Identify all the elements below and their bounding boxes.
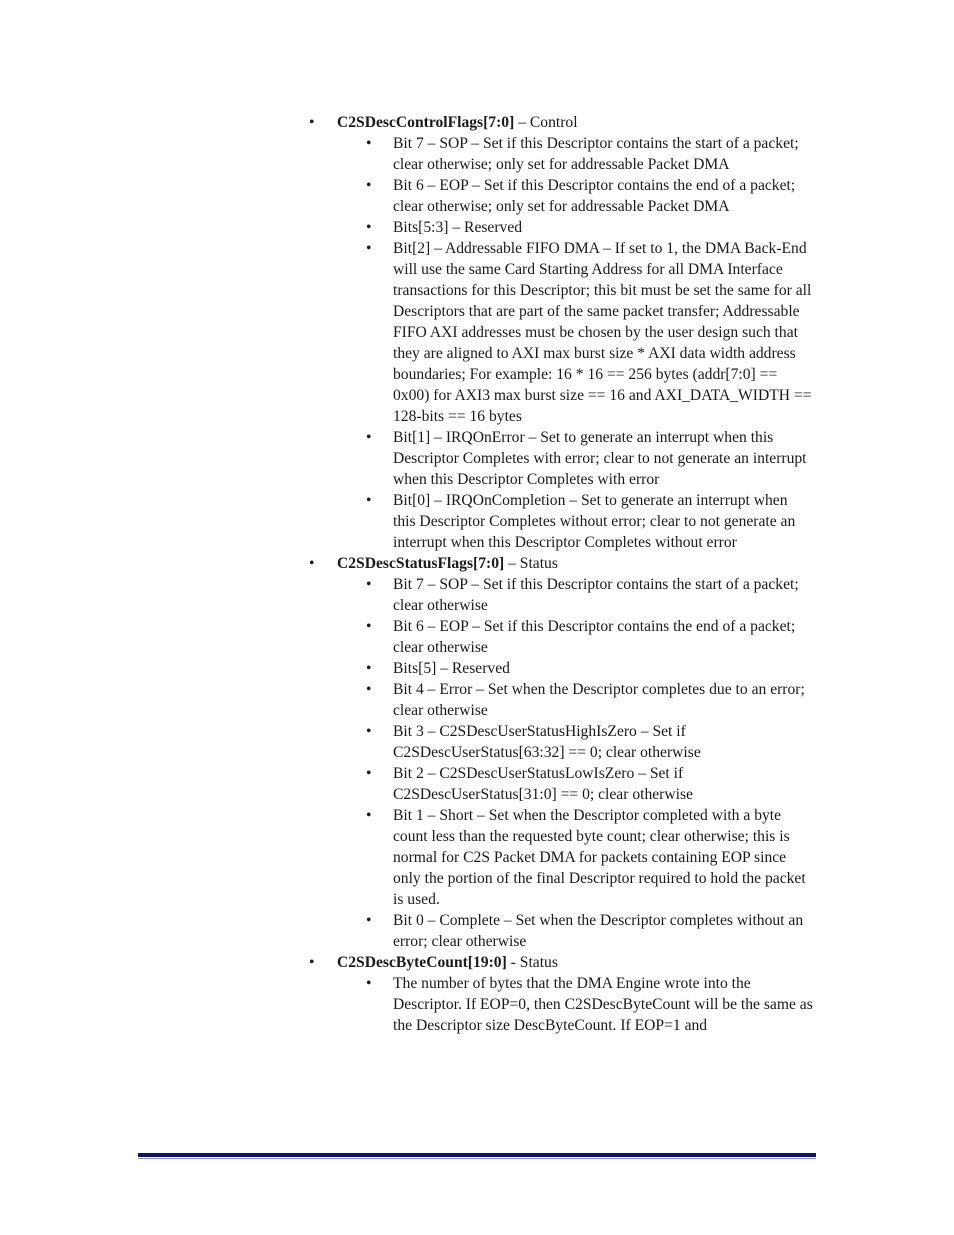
field-name: C2SDescByteCount[19:0] xyxy=(337,954,507,971)
bullet-icon: • xyxy=(366,681,372,698)
field-name: C2SDescStatusFlags[7:0] xyxy=(337,555,505,572)
item-text: Bit 6 – EOP – Set if this Descriptor contains the end of a packet; clear otherwise; only set for addressable Packet DMA xyxy=(393,177,796,215)
item-text: Bit[1] – IRQOnError – Set to generate an interrupt when this Descriptor Completes with error; clear to not generate an interrupt when this Descriptor Completes with error xyxy=(393,429,807,488)
item-text: Bit 7 – SOP – Set if this Descriptor contains the start of a packet; clear otherwise; only set for addressable Packet DMA xyxy=(393,135,799,173)
bullet-icon: • xyxy=(366,912,372,929)
bullet-icon: • xyxy=(366,576,372,593)
item-text: Bits[5:3] – Reserved xyxy=(393,219,523,236)
item-text: Bit 7 – SOP – Set if this Descriptor contains the start of a packet; clear otherwise xyxy=(393,576,799,614)
bullet-icon: • xyxy=(366,723,372,740)
bit-list xyxy=(366,574,813,952)
list-item xyxy=(366,679,813,721)
field-name: C2SDescControlFlags[7:0] xyxy=(337,114,515,131)
footer-rule-shadow xyxy=(138,1158,816,1159)
list-item xyxy=(366,238,813,427)
bullet-icon: • xyxy=(366,429,372,446)
list-item xyxy=(366,763,813,805)
item-text: The number of bytes that the DMA Engine wrote into the Descriptor. If EOP=0, then C2SDescByteCount will be the same as the Descriptor size DescByteCount. If EOP=1 and xyxy=(393,975,813,1034)
footer-rule xyxy=(138,1153,816,1157)
item-text: Bit[0] – IRQOnCompletion – Set to generate an interrupt when this Descriptor Completes without error; clear to not generate an interrupt when this Descriptor Completes without error xyxy=(393,492,796,551)
list-item xyxy=(366,658,813,679)
list-item xyxy=(366,490,813,553)
bullet-icon: • xyxy=(366,975,372,992)
field-item-byte-count xyxy=(0,952,954,1036)
field-heading xyxy=(309,553,954,574)
list-item xyxy=(366,910,813,952)
item-text: Bit 0 – Complete – Set when the Descriptor completes without an error; clear otherwise xyxy=(393,912,804,950)
bit-list xyxy=(366,133,813,553)
bullet-icon: • xyxy=(309,114,315,131)
bullet-icon: • xyxy=(366,240,372,257)
bullet-icon: • xyxy=(366,660,372,677)
field-heading xyxy=(309,112,954,133)
field-list xyxy=(0,112,954,1036)
list-item xyxy=(366,175,813,217)
list-item xyxy=(366,616,813,658)
item-text: Bit 2 – C2SDescUserStatusLowIsZero – Set if C2SDescUserStatus[31:0] == 0; clear otherwise xyxy=(393,765,693,803)
list-item xyxy=(366,721,813,763)
field-item-control-flags xyxy=(0,112,954,553)
field-separator: - xyxy=(506,954,520,971)
field-item-status-flags xyxy=(0,553,954,952)
bullet-icon: • xyxy=(366,219,372,236)
bullet-icon: • xyxy=(366,135,372,152)
bullet-icon: • xyxy=(366,492,372,509)
field-heading xyxy=(309,952,954,973)
item-text: Bit[2] – Addressable FIFO DMA – If set to 1, the DMA Back-End will use the same Card Starting Address for all DMA Interface transactions for this Descriptor; this bit must be set the same for all Descriptors that are part of the same packet transfer; Addressable FIFO AXI addresses must be chosen by the user design such that they are aligned to AXI max burst size * AXI data width address boundaries; For example: 16 * 16 == 256 bytes (addr[7:0] == 0x00) for AXI3 max burst size == 16 and AXI_DATA_WIDTH == 128-bits == 16 bytes xyxy=(393,240,812,425)
field-desc: Status xyxy=(519,954,558,971)
item-text: Bit 6 – EOP – Set if this Descriptor contains the end of a packet; clear otherwise xyxy=(393,618,796,656)
item-text: Bit 1 – Short – Set when the Descriptor completed with a byte count less than the requested byte count; clear otherwise; this is normal for C2S Packet DMA for packets containing EOP since only the portion of the final Descriptor required to hold the packet is used. xyxy=(393,807,806,908)
bullet-icon: • xyxy=(366,618,372,635)
bullet-icon: • xyxy=(366,765,372,782)
field-separator: – xyxy=(514,114,530,131)
list-item xyxy=(366,805,813,910)
bullet-icon: • xyxy=(309,555,315,572)
item-text: Bit 3 – C2SDescUserStatusHighIsZero – Set if C2SDescUserStatus[63:32] == 0; clear otherwise xyxy=(393,723,701,761)
bit-list xyxy=(366,973,813,1036)
bullet-icon: • xyxy=(309,954,315,971)
field-desc: Status xyxy=(519,555,558,572)
list-item xyxy=(366,427,813,490)
list-item xyxy=(366,973,813,1036)
document-body xyxy=(0,112,954,1036)
list-item xyxy=(366,133,813,175)
item-text: Bits[5] – Reserved xyxy=(393,660,510,677)
list-item xyxy=(366,574,813,616)
bullet-icon: • xyxy=(366,177,372,194)
item-text: Bit 4 – Error – Set when the Descriptor completes due to an error; clear otherwise xyxy=(393,681,805,719)
field-separator: – xyxy=(504,555,520,572)
field-desc: Control xyxy=(529,114,578,131)
bullet-icon: • xyxy=(366,807,372,824)
list-item xyxy=(366,217,813,238)
